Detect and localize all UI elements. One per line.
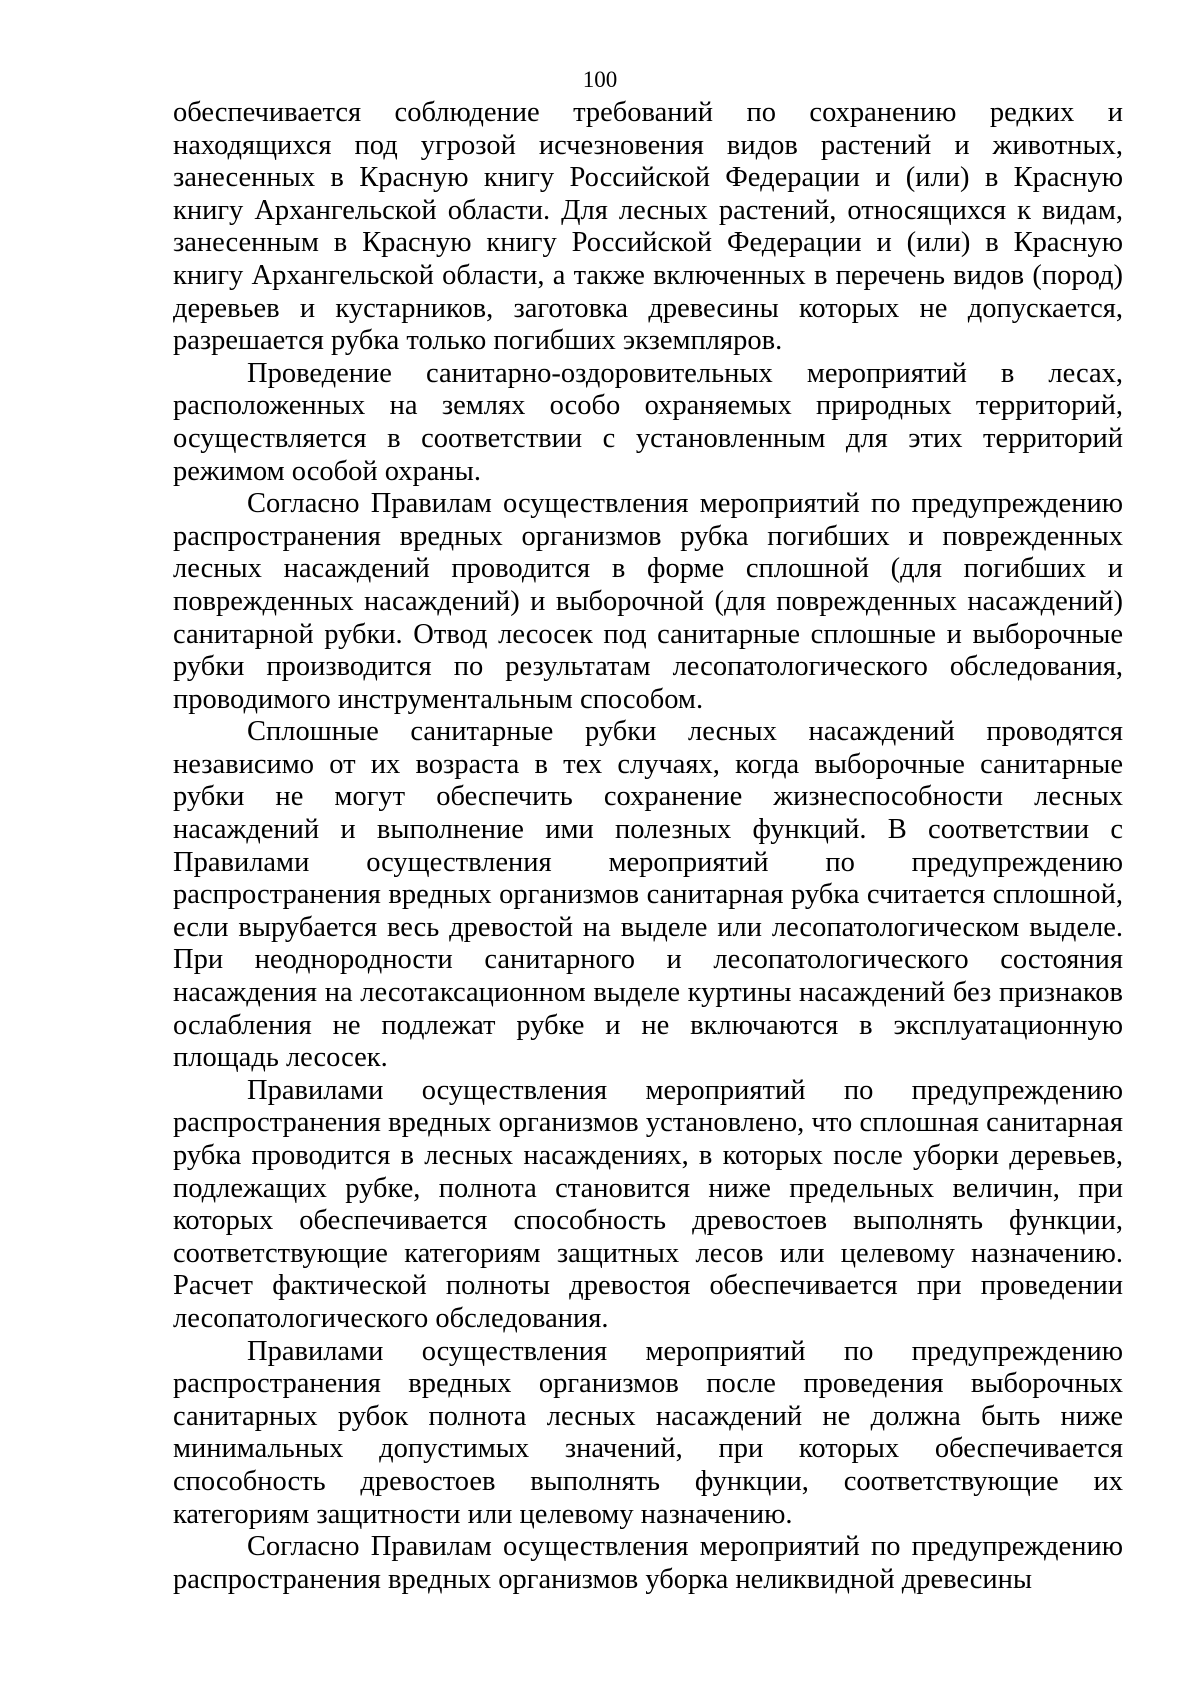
paragraph: Проведение санитарно-оздоровительных мероприятий в лесах, расположенных на землях особо охраняемых природных территорий, осуществляется в соответствии с установленным для этих территорий режимом особой охраны.	[173, 357, 1123, 487]
paragraph: Правилами осуществления мероприятий по предупреждению распространения вредных организмов установлено, что сплошная санитарная рубка проводится в лесных насаждениях, в которых после уборки деревьев, подлежащих рубке, полнота становится ниже предельных величин, при которых обеспечивается способность древостоев выполнять функции, соответствующие категориям защитных лесов или целевому назначению. Расчет фактической полноты древостоя обеспечивается при проведении лесопатологического обследования.	[173, 1074, 1123, 1334]
paragraph: Согласно Правилам осуществления мероприятий по предупреждению распространения вредных организмов рубка погибших и поврежденных лесных насаждений проводится в форме сплошной (для погибших и поврежденных насаждений) и выборочной (для поврежденных насаждений) санитарной рубки. Отвод лесосек под санитарные сплошные и выборочные рубки производится по результатам лесопатологического обследования, проводимого инструментальным способом.	[173, 488, 1123, 715]
paragraph: Правилами осуществления мероприятий по предупреждению распространения вредных организмов после проведения выборочных санитарных рубок полнота лесных насаждений не должна быть ниже минимальных допустимых значений, при которых обеспечивается способность древостоев выполнять функции, соответствующие их категориям защитности или целевому назначению.	[173, 1335, 1123, 1530]
page-number: 100	[582, 67, 618, 92]
paragraph-continuation: обеспечивается соблюдение требований по сохранению редких и находящихся под угрозой исчезновения видов растений и животных, занесенных в Красную книгу Российской Федерации и (или) в Красную книгу Архангельской области. Для лесных растений, относящихся к видам, занесенным в Красную книгу Российской Федерации и (или) в Красную книгу Архангельской области, а также включенных в перечень видов (пород) деревьев и кустарников, заготовка древесины которых не допускается, разрешается рубка только погибших экземпляров.	[173, 97, 1123, 357]
paragraph: Согласно Правилам осуществления мероприятий по предупреждению распространения вредных организмов уборка неликвидной древесины	[173, 1531, 1123, 1595]
document-body	[173, 97, 1123, 1596]
paragraph: Сплошные санитарные рубки лесных насаждений проводятся независимо от их возраста в тех случаях, когда выборочные санитарные рубки не могут обеспечить сохранение жизнеспособности лесных насаждений и выполнение ими полезных функций. В соответствии с Правилами осуществления мероприятий по предупреждению распространения вредных организмов санитарная рубка считается сплошной, если вырубается весь древостой на выделе или лесопатологическом выделе. При неоднородности санитарного и лесопатологического состояния насаждения на лесотаксационном выделе куртины насаждений без признаков ослабления не подлежат рубке и не включаются в эксплуатационную площадь лесосек.	[173, 716, 1123, 1074]
